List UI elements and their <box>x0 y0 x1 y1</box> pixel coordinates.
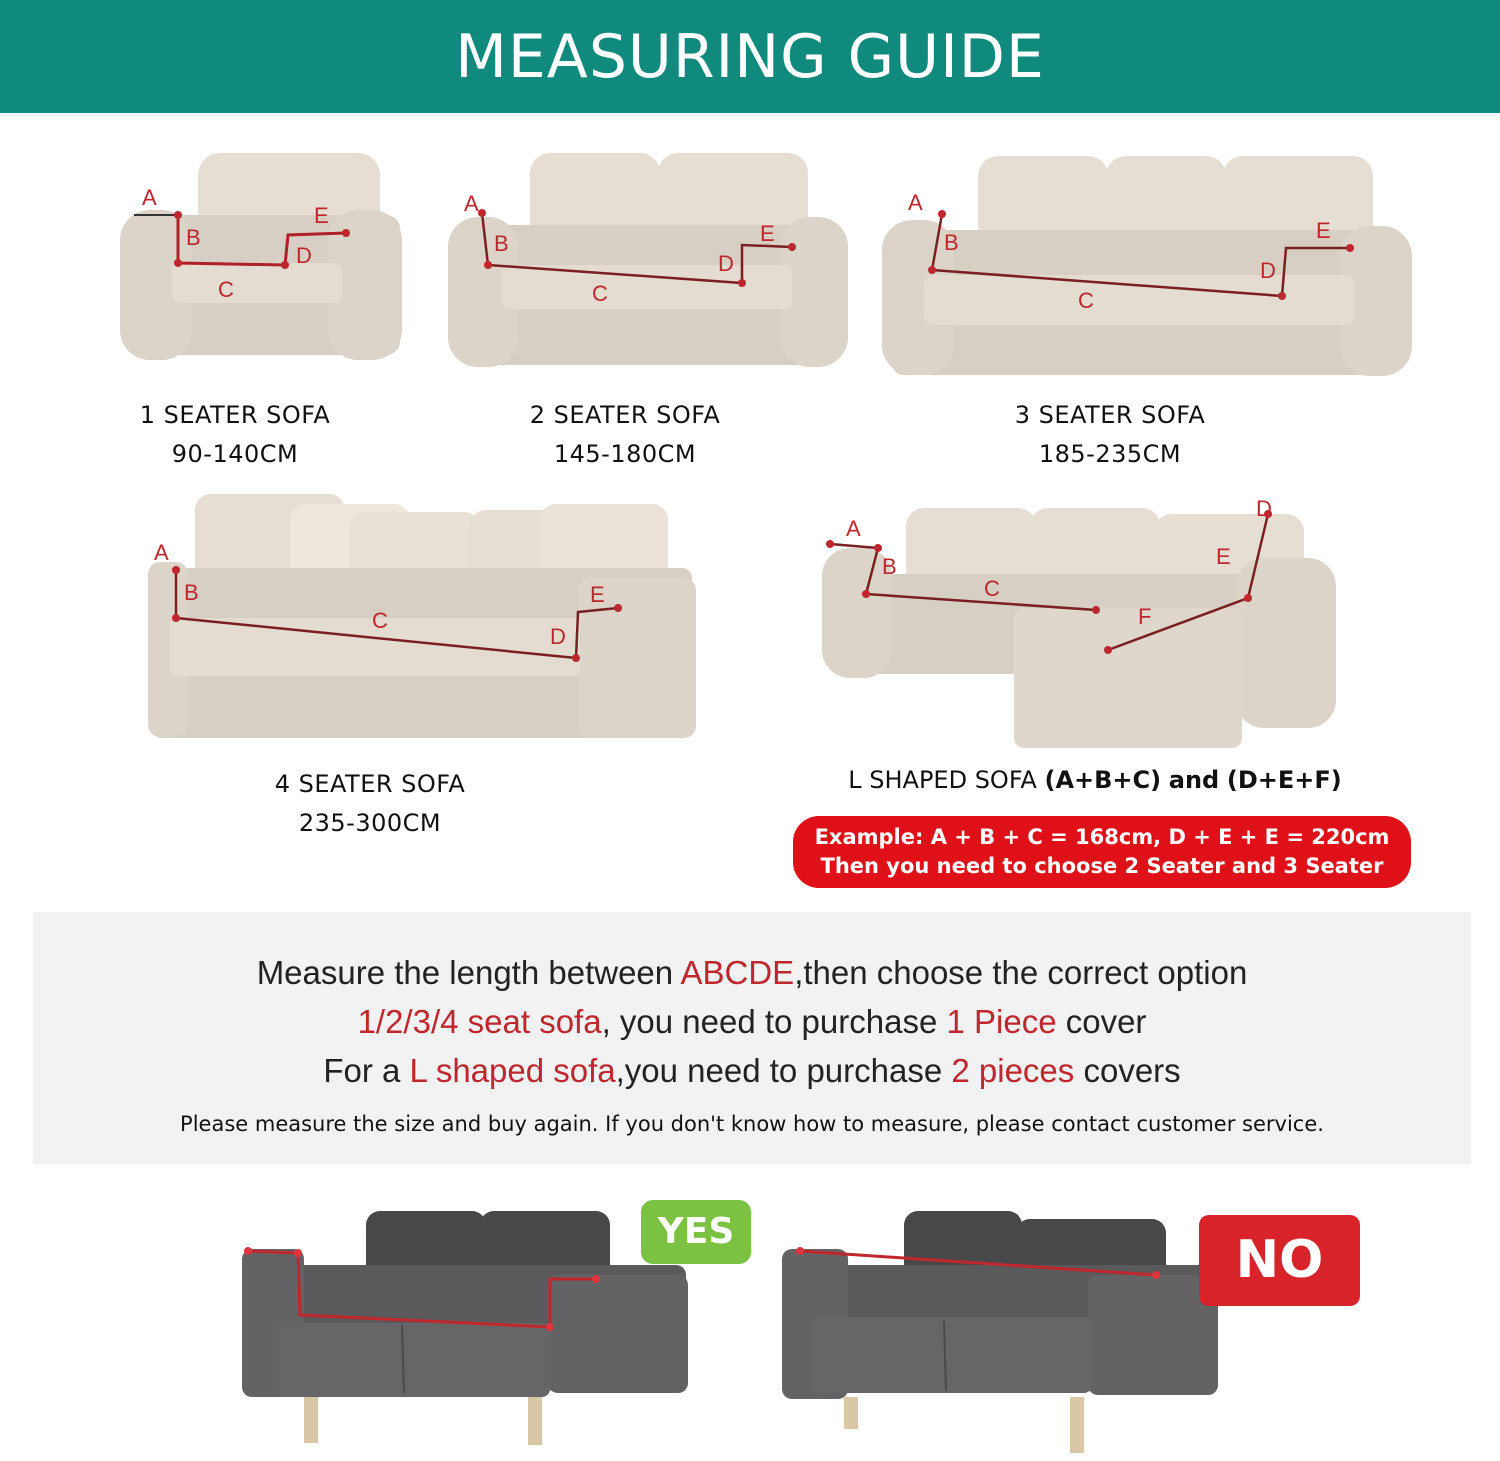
sofa-range: 90-140CM <box>171 440 299 468</box>
label-c: C <box>218 277 234 302</box>
sofa-name: 1 SEATER SOFA <box>139 401 331 429</box>
svg-text:D: D <box>718 251 734 276</box>
svg-text:C: C <box>984 576 1000 601</box>
svg-text:D: D <box>550 624 566 649</box>
one-seater-sofa-diagram <box>110 145 410 385</box>
three-seater-caption <box>985 396 1235 474</box>
svg-text:A: A <box>908 190 923 215</box>
example-callout <box>793 816 1411 888</box>
svg-text:F: F <box>1138 604 1152 629</box>
sofa-range: 185-235CM <box>1038 440 1182 468</box>
header-banner <box>0 0 1500 113</box>
sofa-name: 2 SEATER SOFA <box>529 401 721 429</box>
instruction-note: Please measure the size and buy again. If you don't know how to measure, please contact customer service. <box>180 1112 1324 1136</box>
svg-text:A: A <box>154 540 169 565</box>
sofa-name: 4 SEATER SOFA <box>274 770 466 798</box>
four-seater-caption <box>245 765 495 843</box>
no-badge: NO <box>1199 1215 1360 1306</box>
svg-text:E: E <box>1316 218 1331 243</box>
three-seater-sofa-diagram <box>878 150 1418 395</box>
svg-text:B: B <box>882 554 897 579</box>
example-line-1: Example: A + B + C = 168cm, D + E + E = 220cm <box>814 825 1390 849</box>
l-shaped-sofa-diagram <box>818 498 1348 753</box>
instructions-panel <box>33 912 1471 1164</box>
label-a: A <box>142 185 157 210</box>
svg-text:B: B <box>184 580 199 605</box>
sofa-name: 3 SEATER SOFA <box>1014 401 1206 429</box>
label-b: B <box>186 225 201 250</box>
label-d: D <box>296 243 312 268</box>
formula-abc: (A+B+C) <box>1044 766 1162 794</box>
svg-text:D: D <box>1256 496 1272 521</box>
formula-and: and <box>1168 766 1220 794</box>
svg-text:A: A <box>464 191 479 216</box>
instruction-line-1: Measure the length between ABCDE,then choose the correct option <box>256 954 1248 991</box>
label-e: E <box>314 203 329 228</box>
svg-text:A: A <box>846 516 861 541</box>
svg-text:E: E <box>1216 544 1231 569</box>
two-seater-caption <box>500 396 750 474</box>
svg-text:B: B <box>944 230 959 255</box>
svg-text:D: D <box>1260 258 1276 283</box>
instruction-line-3: For a L shaped sofa,you need to purchase 2 pieces covers <box>323 1052 1181 1089</box>
correct-measure-sofa <box>238 1205 688 1455</box>
svg-text:C: C <box>372 608 388 633</box>
sofa-range: 235-300CM <box>298 809 442 837</box>
page-title: MEASURING GUIDE <box>455 22 1045 92</box>
svg-text:B: B <box>494 231 509 256</box>
yes-badge: YES <box>641 1200 751 1264</box>
four-seater-sofa-diagram <box>140 488 700 750</box>
l-shaped-caption <box>790 766 1400 794</box>
instruction-line-2: 1/2/3/4 seat sofa, you need to purchase 1 Piece cover <box>357 1003 1147 1040</box>
formula-def: (D+E+F) <box>1226 766 1342 794</box>
svg-text:C: C <box>1078 288 1094 313</box>
svg-text:E: E <box>590 582 605 607</box>
l-shaped-name: L SHAPED SOFA <box>848 766 1037 794</box>
incorrect-measure-sofa <box>778 1205 1218 1455</box>
example-line-2: Then you need to choose 2 Seater and 3 Seater <box>820 854 1384 878</box>
svg-text:C: C <box>592 281 608 306</box>
two-seater-sofa-diagram <box>440 145 850 390</box>
one-seater-caption <box>110 396 360 474</box>
svg-text:E: E <box>760 221 775 246</box>
sofa-range: 145-180CM <box>553 440 697 468</box>
